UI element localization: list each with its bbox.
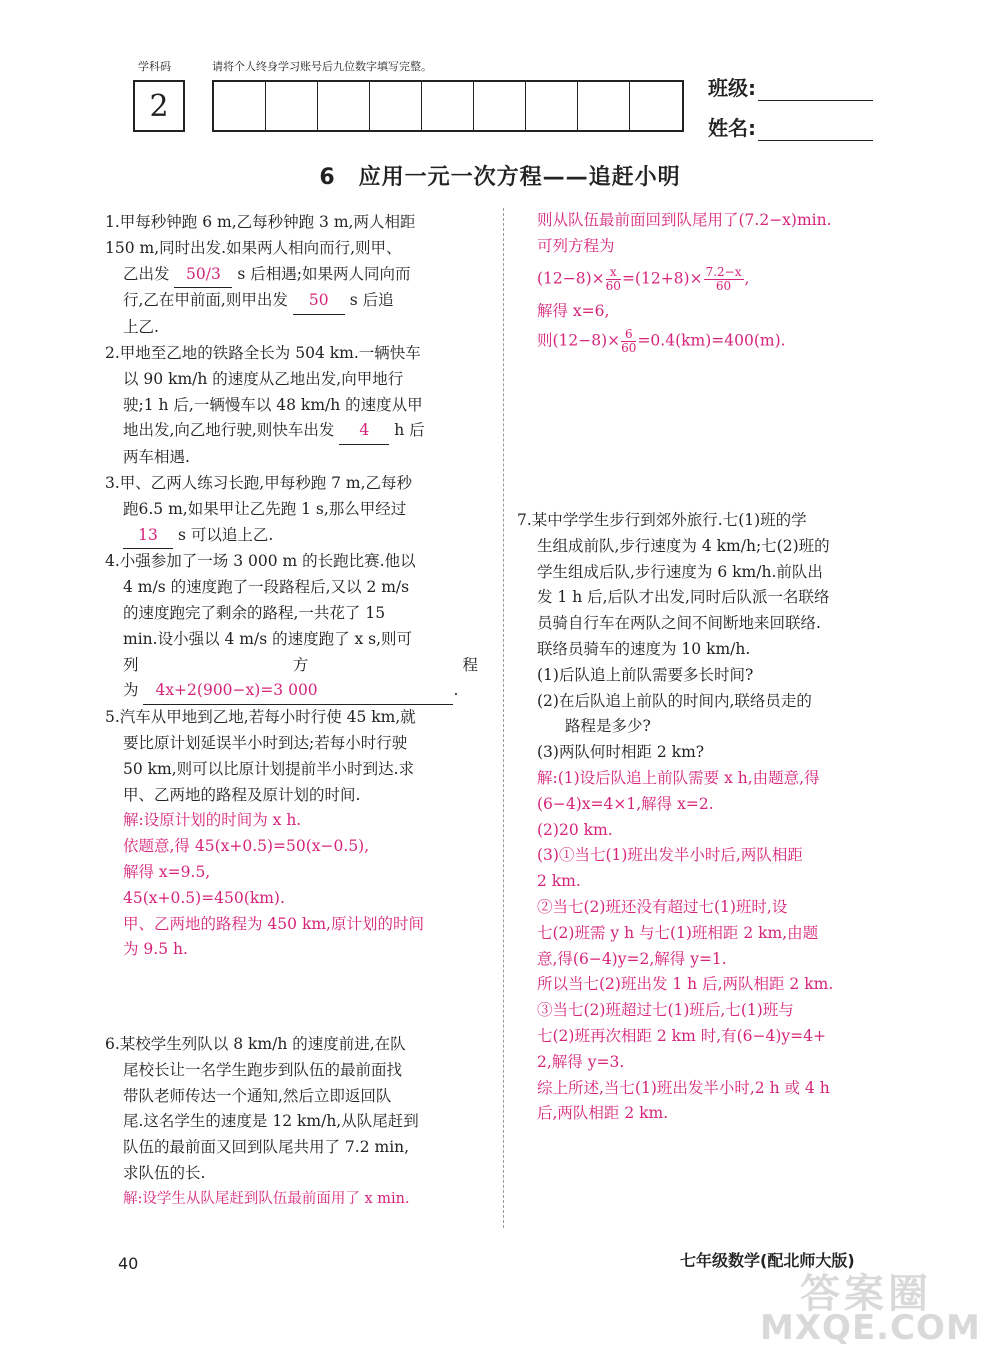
fraction-numerator: x [606, 266, 621, 280]
digit-box[interactable] [422, 82, 474, 130]
right-column [537, 208, 897, 355]
q5-solution-line: 甲、乙两地的路程为 450 km,原计划的时间 [123, 914, 424, 933]
q7-solution-line: 解:(1)设后队追上前队需要 x h,由题意,得 [537, 768, 820, 787]
q7-solution-line: 综上所述,当七(1)班出发半小时,2 h 或 4 h [537, 1078, 830, 1097]
name-field [708, 112, 873, 141]
q4-text: 列 [123, 655, 139, 674]
q4-line: 的速度跑完了剩余的路程,一共花了 15 [123, 603, 386, 622]
account-digit-boxes[interactable] [212, 80, 684, 132]
q4-answer: 4x+2(900−x)=3 000 [143, 678, 453, 705]
q4-line [105, 678, 490, 705]
q6-solution-line: 可列方程为 [537, 236, 615, 255]
q1-answer-1: 50/3 [174, 262, 232, 289]
solve-line: 解得 x=6, [537, 301, 610, 320]
q7-line: 学生组成后队,步行速度为 6 km/h.前队出 [537, 562, 823, 581]
name-label: 姓名: [708, 116, 756, 140]
right-column-q7 [517, 508, 897, 1127]
q7-subquestion: 路程是多少? [565, 717, 651, 736]
class-blank[interactable] [758, 82, 873, 101]
q7-solution-line: 后,两队相距 2 km. [537, 1104, 669, 1123]
watermark-text: 答案圈 [800, 1271, 932, 1317]
fraction-numerator: 7.2−x [705, 264, 742, 279]
q7-solution-line: ③当七(2)班超过七(1)班后,七(1)班与 [537, 1001, 794, 1020]
q6-line: 带队老师传达一个通知,然后立即返回队 [123, 1086, 392, 1105]
equation-text: , [744, 269, 750, 288]
q7-line: 7.某中学学生步行到郊外旅行.七(1)班的学 [517, 511, 807, 529]
q5-solution-line: 解得 x=9.5, [123, 862, 211, 881]
q6-line: 尾校长让一名学生跑步到队伍的最前面找 [123, 1060, 403, 1079]
q7-line: 联络员骑车的速度为 10 km/h. [537, 639, 751, 658]
watermark-logo [740, 1262, 980, 1352]
q5-solution-line: 解:设原计划的时间为 x h. [123, 811, 302, 830]
q2-line: 以 90 km/h 的速度从乙地出发,向甲地行 [123, 369, 404, 388]
q4-line: min.设小强以 4 m/s 的速度跑了 x s,则可 [123, 629, 413, 648]
q7-solution-line: ②当七(2)班还没有超过七(1)班时,设 [537, 897, 788, 916]
q6-line: 求队伍的长. [123, 1163, 206, 1182]
digit-box[interactable] [526, 82, 578, 130]
left-column-q6 [105, 1032, 490, 1213]
q2-text: h 后 [394, 421, 425, 440]
class-label: 班级: [708, 76, 756, 100]
account-instruction: 请将个人终身学习账号后九位数字填写完整。 [212, 60, 432, 73]
name-blank[interactable] [758, 122, 873, 141]
q4-text: 为 [123, 681, 139, 700]
q5-line: 要比原计划延误半小时到达;若每小时行驶 [123, 733, 408, 752]
q4-line: 4 m/s 的速度跑了一段路程后,又以 2 m/s [123, 578, 410, 597]
q7-line: 生组成前队,步行速度为 4 km/h;七(2)班的 [537, 536, 830, 555]
q4-text: . [453, 681, 459, 700]
q7-solution-line: 七(2)班需 y h 与七(1)班相距 2 km,由题 [537, 923, 819, 942]
equation-2 [537, 328, 897, 355]
q1-answer-2: 50 [293, 288, 345, 315]
q5-line: 50 km,则可以比原计划提前半小时到达.求 [123, 759, 415, 778]
class-field [708, 72, 873, 101]
q5-solution-line: 45(x+0.5)=450(km). [123, 888, 285, 907]
q7-solution-line: (3)①当七(1)班出发半小时后,两队相距 [537, 846, 803, 865]
q2-text: 地出发,向乙地行驶,则快车出发 [123, 421, 335, 440]
q6-solution-line: 解:设学生从队尾赶到队伍最前面用了 x min. [123, 1190, 410, 1207]
q1-line: 上乙. [123, 318, 159, 337]
q5-line: 5.汽车从甲地到乙地,若每小时行使 45 km,就 [105, 708, 416, 727]
q4-text: 程 [462, 655, 478, 674]
fraction-numerator: 6 [621, 328, 636, 342]
fraction-denominator: 60 [715, 278, 732, 293]
q2-line: 2.甲地至乙地的铁路全长为 504 km.一辆快车 [105, 343, 421, 362]
q7-line: 员骑自行车在两队之间不间断地来回联络. [537, 614, 821, 633]
q5-line: 甲、乙两地的路程及原计划的时间. [123, 785, 361, 804]
q7-subquestion: (1)后队追上前队需要多长时间? [537, 665, 754, 684]
q7-subquestion: (3)两队何时相距 2 km? [537, 743, 705, 762]
left-column [105, 210, 490, 963]
digit-box[interactable] [578, 82, 630, 130]
equation-text: 则(12−8)× [537, 331, 621, 350]
q7-solution-line: 所以当七(2)班出发 1 h 后,两队相距 2 km. [537, 975, 834, 994]
equation-1 [537, 266, 897, 293]
fraction-denominator: 60 [621, 341, 637, 356]
q7-line: 发 1 h 后,后队才出发,同时后队派一名联络 [537, 588, 830, 607]
q1-text: 乙出发 [123, 264, 170, 283]
q4-line [105, 653, 478, 679]
section-title: 6 应用一元一次方程——追赶小明 [319, 165, 681, 190]
q7-subquestion: (2)在后队追上前队的时间内,联络员走的 [537, 691, 812, 710]
q1-line [105, 288, 490, 315]
q2-line [105, 418, 490, 445]
fraction-denominator: 60 [605, 278, 621, 293]
equation-text: =0.4(km)=400(m). [637, 331, 786, 350]
book-title: 七年级数学(配北师大版) [680, 1251, 855, 1270]
subject-code-label: 学科码 [138, 60, 171, 73]
q7-solution-line: 七(2)班再次相距 2 km 时,有(6−4)y=4+ [537, 1026, 827, 1045]
q7-solution-line: (6−4)x=4×1,解得 x=2. [537, 794, 714, 813]
digit-box[interactable] [266, 82, 318, 130]
q1-text: 行,乙在甲前面,则甲出发 [123, 291, 288, 310]
q4-text: 方 [292, 655, 309, 674]
q2-line: 两车相遇. [123, 448, 190, 467]
q1-line: 1.甲每秒钟跑 6 m,乙每秒钟跑 3 m,两人相距 [105, 213, 416, 231]
fraction [606, 266, 621, 293]
q5-solution-line: 依题意,得 45(x+0.5)=50(x−0.5), [123, 837, 370, 856]
subject-code-box: 2 [133, 80, 185, 132]
digit-box[interactable] [474, 82, 526, 130]
page-number: 40 [118, 1254, 139, 1273]
equation-text: =(12+8)× [621, 269, 703, 288]
digit-box[interactable] [318, 82, 370, 130]
q1-line: 150 m,同时出发.如果两人相向而行,则甲、 [105, 238, 402, 257]
q6-line: 队伍的最前面又回到队尾共用了 7.2 min, [123, 1138, 410, 1157]
watermark-text: MXQE.COM [760, 1308, 981, 1348]
q2-line: 驶;1 h 后,一辆慢车以 48 km/h 的速度从甲 [123, 395, 423, 414]
digit-box[interactable] [630, 82, 682, 130]
q7-solution-line: 2 km. [537, 872, 581, 891]
q4-line: 4.小强参加了一场 3 000 m 的长跑比赛.他以 [105, 552, 416, 571]
digit-box[interactable] [370, 82, 422, 130]
q3-line: 3.甲、乙两人练习长跑,甲每秒跑 7 m,乙每秒 [105, 473, 413, 492]
q3-text: s 可以追上乙. [177, 525, 274, 544]
q5-solution-line: 为 9.5 h. [123, 940, 188, 959]
equation-text: (12−8)× [537, 269, 605, 288]
q1-text: s 后追 [349, 291, 394, 310]
q1-text: s 后相遇;如果两人同向而 [237, 264, 411, 283]
q7-solution-line: 意,得(6−4)y=2,解得 y=1. [537, 949, 727, 968]
q3-answer: 13 [123, 523, 173, 550]
fraction [621, 328, 636, 355]
q3-line [105, 523, 490, 550]
q6-line: 6.某校学生列队以 8 km/h 的速度前进,在队 [105, 1035, 406, 1053]
q2-answer: 4 [339, 418, 389, 445]
q1-line [105, 262, 490, 289]
q3-line: 跑6.5 m,如果甲让乙先跑 1 s,那么甲经过 [123, 499, 407, 518]
q7-solution-line: (2)20 km. [537, 820, 613, 839]
q6-solution-line: 则从队伍最前面回到队尾用了(7.2−x)min. [537, 211, 832, 229]
q7-solution-line: 2,解得 y=3. [537, 1052, 625, 1071]
column-divider [503, 208, 504, 1228]
q6-line: 尾.这名学生的速度是 12 km/h,从队尾赶到 [123, 1112, 419, 1131]
digit-box[interactable] [214, 82, 266, 130]
fraction [704, 266, 744, 293]
